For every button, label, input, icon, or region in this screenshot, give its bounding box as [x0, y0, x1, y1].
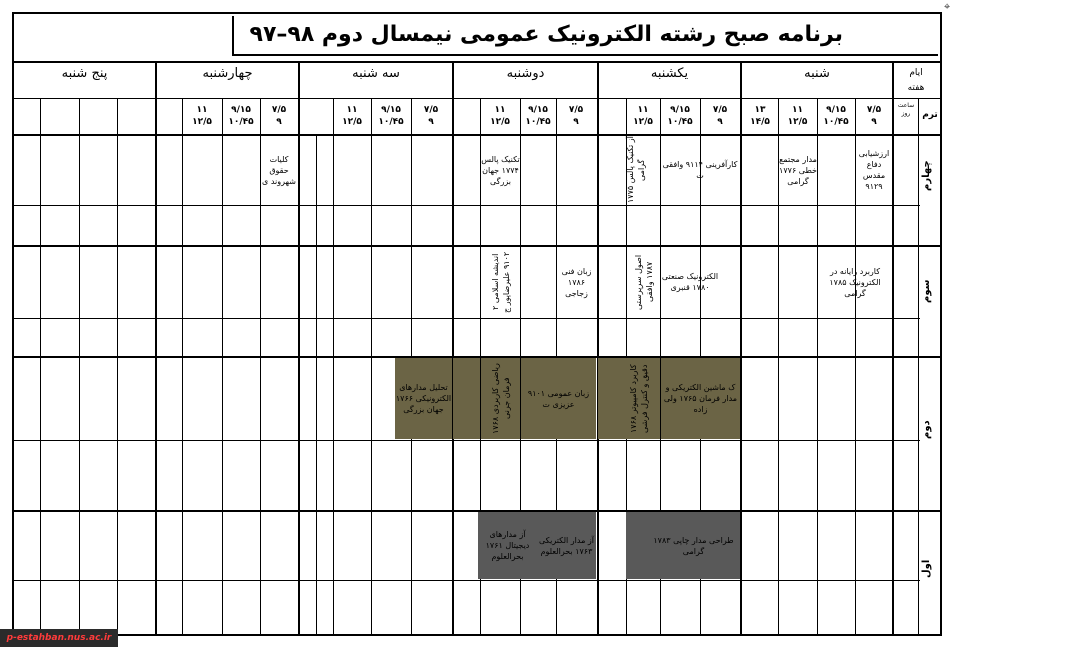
slot-separator	[222, 98, 223, 636]
days-label-line2: هفته	[907, 83, 925, 93]
term-col-separator	[918, 98, 919, 636]
slot-separator	[79, 98, 80, 636]
day-separator	[298, 61, 300, 636]
slot-time: ۷/۵ ۹	[866, 105, 882, 127]
term-line	[14, 510, 940, 512]
day-thursday: پنج شنبه	[61, 66, 108, 81]
slot-time: ۷/۵ ۹	[423, 105, 439, 127]
header-day-line	[14, 98, 940, 99]
slot-time: ۱۳ ۱۴/۵	[750, 105, 770, 127]
term-3-label: سوم	[921, 280, 932, 304]
day-separator	[740, 61, 742, 636]
slot-separator	[316, 134, 317, 636]
site-watermark: p-estahban.nus.ac.ir	[0, 629, 118, 647]
course-cell: اندیشه اسلامی ۲ ۹۱۰۲ علیرضاپور ج	[490, 251, 511, 313]
course-cell: کارآفرینی ۹۱۱۴ وافقی ت	[662, 160, 738, 180]
day-separator	[452, 61, 454, 636]
days-label-line1: ایام	[909, 68, 923, 78]
course-cell: تکنیک پالس ۱۷۷۴ جهان بزرگی	[481, 154, 520, 186]
slot-time: ۹/۱۵ ۱۰/۴۵	[823, 105, 849, 127]
slot-time: ۱۱ ۱۲/۵	[787, 105, 808, 127]
course-cell: آز تکنیک پالس ۱۷۷۵ گرامی	[626, 136, 646, 204]
slot-corner-label: ساعت روز	[897, 102, 915, 117]
header-top-line	[14, 61, 940, 63]
course-cell: ارزشیابی دفاع مقدس ۹۱۲۹	[858, 149, 890, 191]
slot-time: ۷/۵ ۹	[568, 105, 584, 127]
row-line	[14, 318, 920, 319]
course-cell: ک ماشین الکتریکی و مدار فرمان ۱۷۶۵ ولی زاده	[661, 358, 740, 439]
day-separator	[892, 61, 894, 636]
course-cell: آز مدار الکتریکی ۱۷۶۳ بحرالعلوم	[537, 512, 596, 579]
days-label	[894, 66, 938, 96]
course-cell: زبان عمومی ۹۱۰۱ عزیزی ت	[521, 358, 596, 439]
course-cell: ریاضی کاربردی ۱۷۶۸ فرمان جرنی	[481, 358, 520, 439]
course-cell: کاربرد کامپیوتر ۱۷۶۸ دقیق و کنترل فرشی	[617, 358, 660, 439]
day-separator	[155, 61, 157, 636]
course-cell: آز مدارهای دیجیتال ۱۷۶۱ بحرالعلوم	[478, 512, 537, 579]
slot-time: ۱۱ ۱۲/۵	[342, 105, 362, 127]
slot-time: ۷/۵ ۹	[271, 105, 287, 127]
slot-time: ۱۱ ۱۲/۵	[490, 105, 510, 127]
shaded-cell	[598, 358, 617, 439]
day-sunday: یکشنبه	[650, 66, 689, 81]
course-cell: مدار مجتمع خطی ۱۷۷۶ گرامی	[779, 154, 817, 186]
term-1-label: اول	[921, 560, 932, 579]
slot-time: ۷/۵ ۹	[712, 105, 728, 127]
term-2-label: دوم	[921, 420, 932, 439]
slot-separator	[817, 98, 818, 636]
crosshair-icon: ⌖	[944, 0, 951, 13]
course-cell: کلیات حقوق شهروند ی	[262, 154, 296, 186]
term-header: ترم	[922, 110, 938, 120]
slot-time: ۹/۱۵ ۱۰/۴۵	[667, 105, 693, 127]
page-title: برنامه صبح رشته الکترونیک عمومی نیمسال دوم ۹۸–۹۷	[249, 22, 843, 47]
slot-time: ۱۱ ۱۲/۵	[633, 105, 653, 127]
slot-separator	[117, 98, 118, 636]
row-line	[14, 580, 920, 581]
day-monday: دوشنبه	[506, 66, 545, 81]
day-saturday: شنبه	[804, 66, 830, 81]
course-cell: الکترونیک صنعتی ۱۷۸۰ قنبری	[661, 272, 719, 292]
slot-separator	[333, 98, 334, 636]
term-line	[14, 245, 940, 247]
slot-time: ۹/۱۵ ۱۰/۴۵	[228, 105, 254, 127]
course-cell: طراحی مدار چاپی ۱۷۸۳ گرامی	[647, 512, 740, 579]
slot-separator	[182, 98, 183, 636]
slot-separator	[40, 98, 41, 636]
slot-time: ۹/۱۵ ۱۰/۴۵	[525, 105, 551, 127]
day-wednesday: چهارشنبه	[202, 66, 253, 81]
course-cell: کاربرد رایانه در الکترونیک ۱۷۸۵ گرامی	[829, 266, 881, 298]
term-4-label: چهارم	[921, 160, 932, 191]
course-cell: زبان فنی ۱۷۸۶ زجاجی	[561, 266, 592, 298]
day-separator	[597, 61, 599, 636]
course-cell: تحلیل مدارهای الکترونیکی ۱۷۶۶ جهان بزرگی	[395, 358, 452, 439]
course-cell: اصول سرپرستی ۱۷۸۷ وافقی	[633, 254, 654, 310]
slot-separator	[371, 98, 372, 636]
shaded-cell	[626, 512, 647, 579]
day-tuesday: سه شنبه	[352, 66, 400, 81]
row-line	[14, 205, 920, 206]
row-line	[14, 440, 920, 441]
slot-time: ۹/۱۵ ۱۰/۴۵	[378, 105, 404, 127]
slot-time: ۱۱ ۱۲/۵	[192, 105, 212, 127]
shaded-cell	[453, 358, 480, 439]
